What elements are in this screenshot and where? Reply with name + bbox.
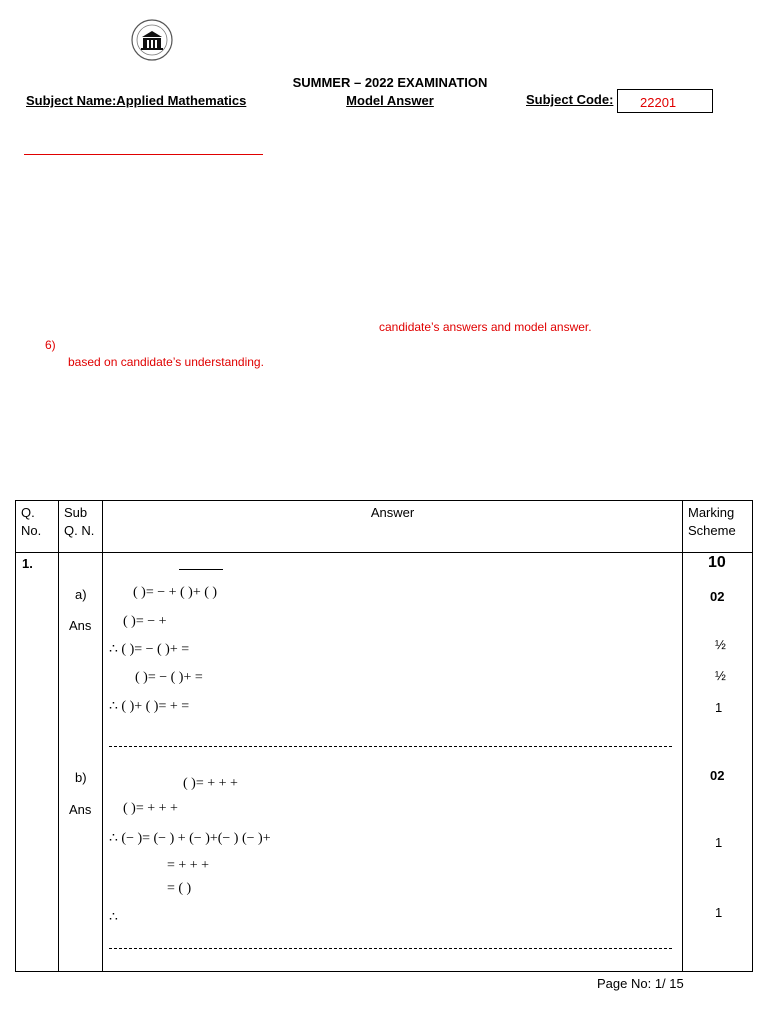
part-a-marks: 02 xyxy=(710,589,725,604)
marking-cell xyxy=(683,553,753,972)
exam-title: SUMMER – 2022 EXAMINATION xyxy=(292,75,488,90)
qno-cell xyxy=(16,553,59,972)
part-a-ans-label: Ans xyxy=(69,618,92,633)
institution-logo xyxy=(128,18,176,66)
question-number: 1. xyxy=(22,556,33,571)
subject-code-label: Subject Code: xyxy=(526,92,614,107)
subject-name: Subject Name:Applied Mathematics xyxy=(26,93,247,108)
exam-header xyxy=(270,74,510,110)
answer-b-line-3: ∴ (− )= (− ) + (− )+(− ) (− )+ xyxy=(109,831,271,846)
answer-b-line-6: ∴ xyxy=(109,910,118,925)
answer-a-line-1: ( )= − + ( )+ ( ) xyxy=(133,585,218,600)
part-b-marks: 02 xyxy=(710,768,725,783)
part-a-label: a) xyxy=(75,587,87,602)
part-a-step-mark-2: ½ xyxy=(715,668,726,683)
subqn-cell xyxy=(59,553,103,972)
part-b-label: b) xyxy=(75,770,87,785)
blank-underline xyxy=(179,569,223,570)
header-subqn: Sub Q. N. xyxy=(59,501,103,553)
answer-b-line-2: ( )= + + + xyxy=(123,801,178,816)
answer-a-line-3: ∴ ( )= − ( )+ = xyxy=(109,642,190,657)
part-b-step-mark-1: 1 xyxy=(715,835,723,850)
answer-b-line-4: = + + + xyxy=(167,858,210,873)
part-b-ans-label: Ans xyxy=(69,802,92,817)
note-item-6-number: 6) xyxy=(45,338,56,352)
answer-a-line-2: ( )= − + xyxy=(123,614,167,629)
answer-b-line-1: ( )= + + + xyxy=(183,776,238,791)
red-divider-line xyxy=(24,154,263,155)
header-answer: Answer xyxy=(103,501,683,553)
note-line-1: candidate’s answers and model answer. xyxy=(379,320,592,334)
model-answer-title: Model Answer xyxy=(346,93,434,108)
header-qno: Q. No. xyxy=(16,501,59,553)
table-header-row xyxy=(16,501,753,553)
part-a-step-mark-1: ½ xyxy=(715,637,726,652)
question-total-marks: 10 xyxy=(708,554,726,571)
answer-a-line-4: ( )= − ( )+ = xyxy=(135,670,203,685)
header-marking: Marking Scheme xyxy=(683,501,753,553)
part-b-step-mark-2: 1 xyxy=(715,905,723,920)
answer-cell xyxy=(103,553,683,972)
answer-b-line-5: = ( ) xyxy=(167,881,192,896)
table-row xyxy=(16,553,753,972)
separator-dashed-1 xyxy=(109,746,672,747)
answer-table xyxy=(15,500,753,972)
part-a-step-mark-3: 1 xyxy=(715,700,723,715)
separator-dashed-2 xyxy=(109,948,672,949)
answer-a-line-5: ∴ ( )+ ( )= + = xyxy=(109,699,190,714)
page-number: Page No: 1/ 15 xyxy=(597,976,684,991)
note-line-2: based on candidate’s understanding. xyxy=(68,355,264,369)
subject-code-box: 22201 xyxy=(617,89,713,113)
